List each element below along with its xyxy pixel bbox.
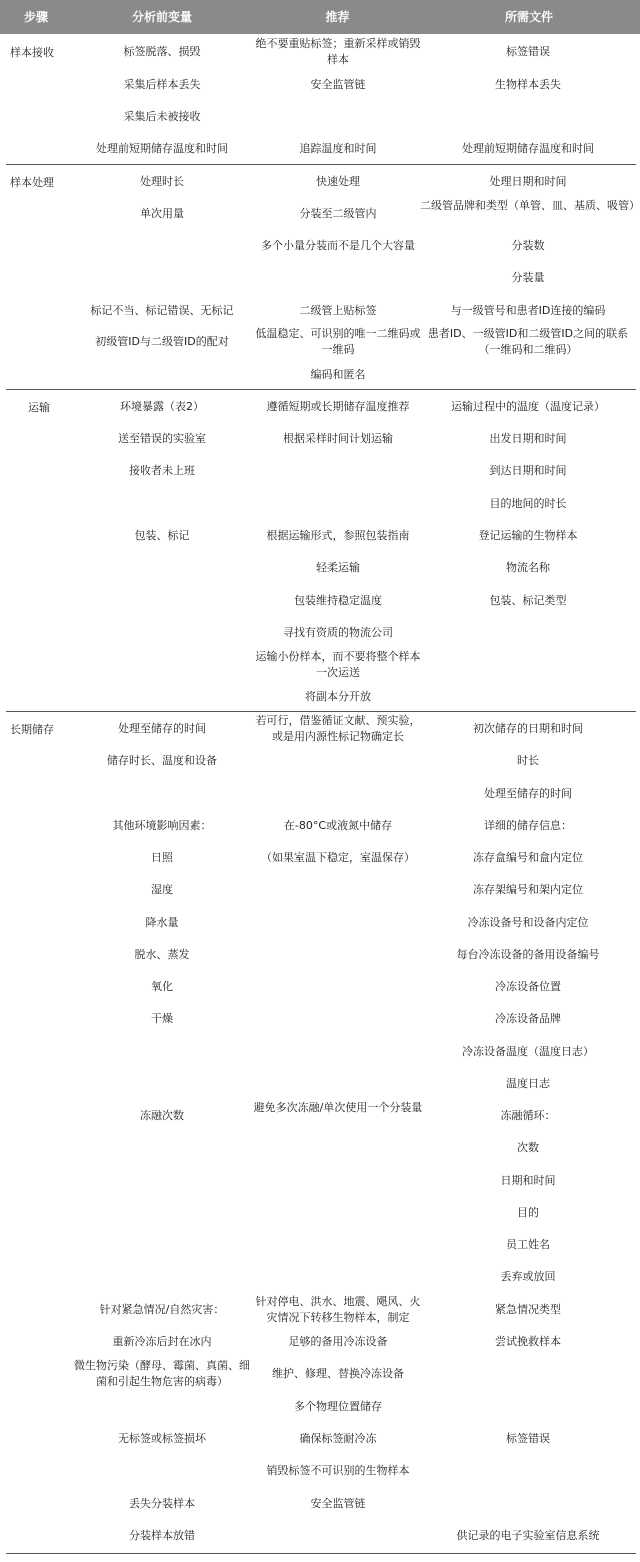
recommendation-cell: 确保标签耐冷冻 [299,1432,377,1445]
variable-cell: 标签脱落、损毁 [123,45,201,58]
document-cell: 登记运输的生物样本 [478,529,578,542]
document-cell: 标签错误 [506,1432,550,1445]
recommendation-cell: 将副本分开放 [305,690,371,703]
document-cell: 生物样本丢失 [495,78,561,91]
table-bottom-rule [6,1553,636,1554]
variable-cell: 微生物污染（酵母、霉菌、真菌、细菌和引起生物危害的病毒） [74,1359,250,1388]
document-cell: 冷冻设备品牌 [495,1012,561,1025]
document-cell: 时长 [517,754,539,767]
recommendation-cell: 追踪温度和时间 [299,142,377,155]
section-divider [6,164,636,165]
variable-cell: 处理前短期储存温度和时间 [96,142,228,155]
variable-cell: 其他环境影响因素： [112,819,212,832]
variable-cell: 处理至储存的时间 [118,722,206,735]
document-cell: 紧急情况类型 [495,1303,561,1316]
variable-cell: 氧化 [151,980,173,993]
variable-cell: 包装、标记 [134,529,190,542]
variable-cell: 日照 [151,851,173,864]
recommendation-cell: 编码和匿名 [310,368,366,381]
document-cell: 与一级管号和患者ID连接的编码 [450,304,606,317]
document-cell: 包装、标记类型 [489,594,567,607]
stage-name: 长期储存 [10,723,54,736]
recommendation-cell: 轻柔运输 [316,561,360,574]
document-cell: 冷冻设备温度（温度日志） [462,1045,594,1058]
document-cell: 分装量 [511,271,545,284]
variable-cell: 无标签或标签损坏 [118,1432,206,1445]
recommendation-cell: 根据采样时间计划运输 [283,432,393,445]
document-cell: 运输过程中的温度（温度记录） [451,400,605,413]
recommendation-cell: 针对停电、洪水、地震、飓风、火灾情况下转移生物样本，制定 [255,1295,421,1324]
recommendation-cell: 快速处理 [316,175,360,188]
variable-cell: 脱水、蒸发 [134,948,190,961]
document-cell: 物流名称 [506,561,550,574]
document-cell: 冷冻设备号和设备内定位 [467,916,589,929]
document-cell: 初次储存的日期和时间 [473,722,583,735]
recommendation-cell: 多个小量分装而不是几个大容量 [261,239,415,252]
stage-name: 运输 [28,401,50,414]
document-cell: 详细的储存信息： [484,819,572,832]
document-cell: 员工姓名 [506,1238,550,1251]
variable-cell: 标记不当、标记错误、无标记 [90,304,234,317]
document-cell: 冻存盒编号和盒内定位 [473,851,583,864]
variable-cell: 单次用量 [140,207,184,220]
recommendation-cell: 遵循短期或长期储存温度推荐 [266,400,410,413]
document-cell: 冷冻设备位置 [495,980,561,993]
document-cell: 目的 [517,1206,539,1219]
variable-cell: 送至错误的实验室 [118,432,206,445]
recommendation-cell: 二级管上贴标签 [299,304,377,317]
recommendation-cell: 根据运输形式，参照包装指南 [266,529,410,542]
variable-cell: 降水量 [145,916,179,929]
recommendation-cell: 多个物理位置储存 [294,1400,382,1413]
variable-cell: 干燥 [151,1012,173,1025]
section-divider [6,389,636,390]
variable-cell: 接收者未上班 [129,464,195,477]
variable-cell: 针对紧急情况/自然灾害： [99,1303,225,1316]
recommendation-cell: 运输小份样本，而不要将整个样本一次运送 [255,650,421,679]
document-cell: 供记录的电子实验室信息系统 [456,1529,600,1542]
variable-cell: 重新冷冻后封在冰内 [112,1335,212,1348]
recommendation-cell: 包装维持稳定温度 [294,594,382,607]
document-cell: 目的地间的时长 [489,497,567,510]
header-variables: 分析前变量 [131,10,192,24]
recommendation-cell: 维护、修理、替换冷冻设备 [272,1367,404,1380]
recommendation-cell: 销毁标签不可识别的生物样本 [266,1464,410,1477]
document-cell: 冻融循环： [500,1109,556,1122]
document-cell: 每台冷冻设备的备用设备编号 [456,948,600,961]
variable-cell: 丢失分装样本 [129,1497,195,1510]
document-cell: 处理至储存的时间 [484,787,572,800]
recommendation-cell: 足够的备用冷冻设备 [288,1335,388,1348]
document-cell: 日期和时间 [500,1174,556,1187]
document-cell: 出发日期和时间 [489,432,567,445]
section-divider [6,711,636,712]
recommendation-cell: 绝不要重贴标签；重新采样或销毁样本 [255,37,421,66]
variable-cell: 储存时长、温度和设备 [107,754,217,767]
recommendation-cell: 分装至二级管内 [299,207,377,220]
document-cell: 患者ID、一级管ID和二级管ID之间的联系（一维码和二维码） [427,327,629,356]
variable-cell: 处理时长 [140,175,184,188]
document-cell: 处理日期和时间 [489,175,567,188]
document-cell: 尝试挽救样本 [495,1335,561,1348]
recommendation-cell: 低温稳定、可识别的唯一二维码或一维码 [255,327,421,356]
document-cell: 温度日志 [506,1077,550,1090]
table-header [0,0,640,34]
document-cell: 处理前短期储存温度和时间 [462,142,594,155]
recommendation-cell: （如果室温下稳定，室温保存） [261,851,415,864]
variable-cell: 采集后未被接收 [123,110,201,123]
variable-cell: 采集后样本丢失 [123,78,201,91]
recommendation-cell: 在-80°C或液氮中储存 [283,819,393,832]
stage-name: 样本处理 [10,176,54,189]
variable-cell: 冻融次数 [140,1109,184,1122]
variable-cell: 初级管ID与二级管ID的配对 [95,335,229,348]
recommendation-cell: 寻找有资质的物流公司 [283,626,393,639]
recommendation-cell: 若可行，借鉴循证文献、预实验，或是用内源性标记物确定长 [255,714,421,743]
document-cell: 丢弃或放回 [500,1270,556,1283]
recommendation-cell: 安全监管链 [310,78,366,91]
header-step: 步骤 [23,10,48,24]
variable-cell: 湿度 [151,883,173,896]
document-cell: 二级管品牌和类型（单管、皿、基质、吸管） [420,199,640,212]
variable-cell: 分装样本放错 [129,1529,195,1542]
document-cell: 标签错误 [506,45,550,58]
recommendation-cell: 避免多次冻融/单次使用一个分装量 [253,1101,423,1114]
document-cell: 分装数 [511,239,545,252]
document-cell: 到达日期和时间 [489,464,567,477]
document-cell: 次数 [517,1141,539,1154]
recommendation-cell: 安全监管链 [310,1497,366,1510]
header-recommendations: 推荐 [325,10,350,24]
header-documents: 所需文件 [504,10,553,24]
variable-cell: 环境暴露（表2） [120,400,204,413]
document-cell: 冻存架编号和架内定位 [473,883,583,896]
stage-name: 样本接收 [10,46,54,59]
